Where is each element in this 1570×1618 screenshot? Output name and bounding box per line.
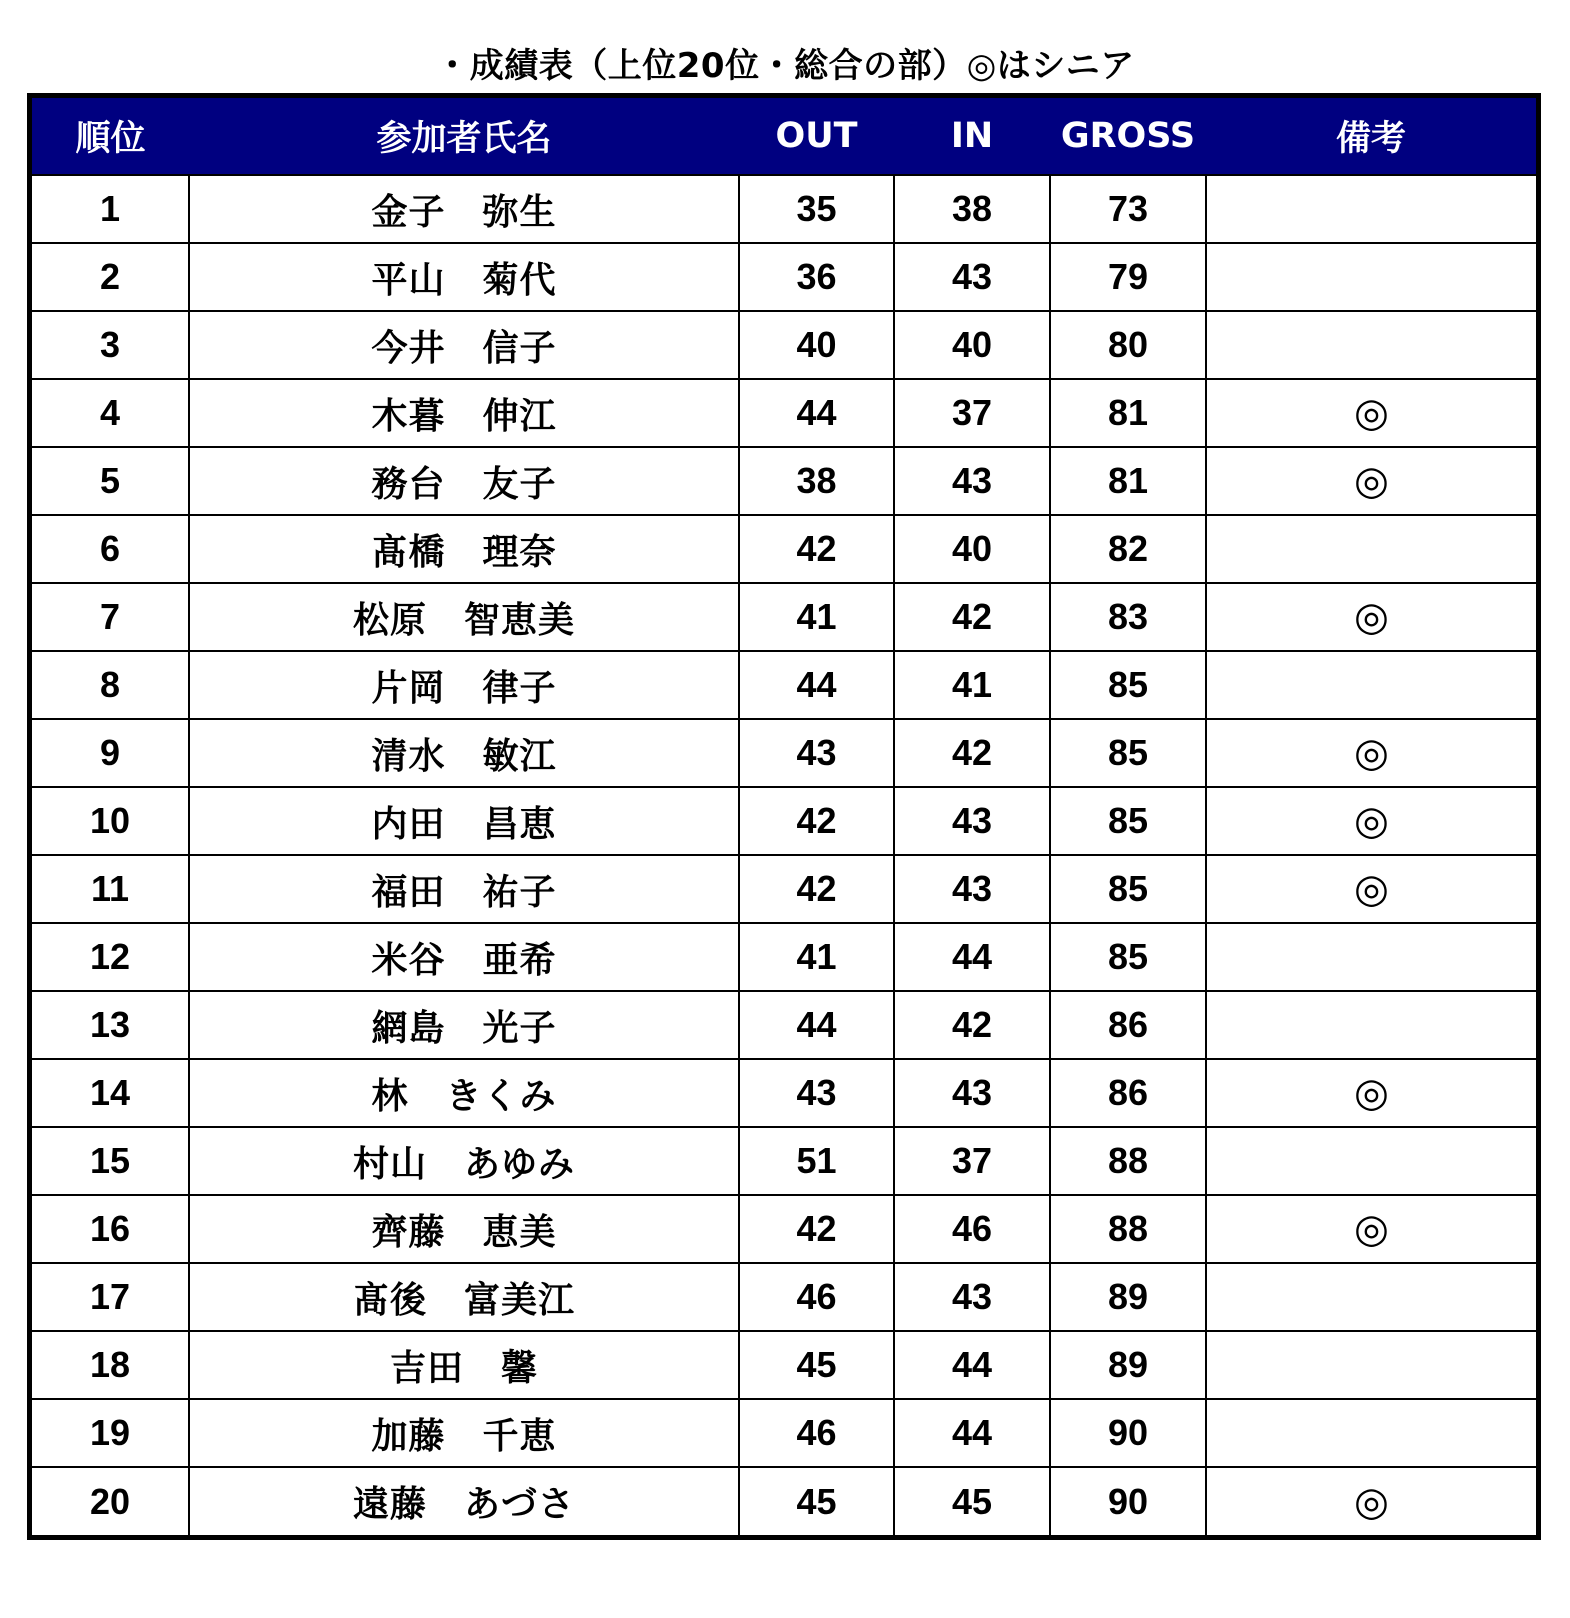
cell-out: 41: [739, 583, 894, 651]
column-header-in: IN: [894, 98, 1050, 175]
cell-name: 松原 智恵美: [189, 583, 739, 651]
senior-mark: ◎: [1206, 1059, 1536, 1127]
cell-rank: 8: [32, 651, 189, 719]
table-row: [32, 379, 1536, 447]
cell-gross: 81: [1050, 447, 1206, 515]
column-header-rank: 順位: [32, 98, 189, 175]
cell-note: [1206, 1127, 1536, 1195]
cell-gross: 90: [1050, 1467, 1206, 1535]
table-row: [32, 175, 1536, 243]
table-row: [32, 855, 1536, 923]
cell-out: 44: [739, 651, 894, 719]
table-body: [32, 175, 1536, 1535]
cell-in: 43: [894, 787, 1050, 855]
cell-gross: 73: [1050, 175, 1206, 243]
cell-out: 51: [739, 1127, 894, 1195]
cell-name: 加藤 千恵: [189, 1399, 739, 1467]
cell-rank: 17: [32, 1263, 189, 1331]
cell-name: 今井 信子: [189, 311, 739, 379]
cell-in: 46: [894, 1195, 1050, 1263]
cell-gross: 90: [1050, 1399, 1206, 1467]
cell-in: 44: [894, 1331, 1050, 1399]
column-header-out: OUT: [739, 98, 894, 175]
senior-mark: ◎: [1206, 855, 1536, 923]
column-header-gross: GROSS: [1050, 98, 1206, 175]
cell-out: 41: [739, 923, 894, 991]
cell-rank: 10: [32, 787, 189, 855]
cell-in: 42: [894, 719, 1050, 787]
senior-mark: ◎: [1206, 583, 1536, 651]
cell-gross: 85: [1050, 923, 1206, 991]
cell-name: 金子 弥生: [189, 175, 739, 243]
cell-gross: 85: [1050, 787, 1206, 855]
table-row: [32, 923, 1536, 991]
cell-gross: 85: [1050, 855, 1206, 923]
cell-gross: 89: [1050, 1331, 1206, 1399]
cell-name: 吉田 馨: [189, 1331, 739, 1399]
cell-name: 木暮 伸江: [189, 379, 739, 447]
cell-name: 平山 菊代: [189, 243, 739, 311]
cell-name: 林 きくみ: [189, 1059, 739, 1127]
table-row: [32, 1263, 1536, 1331]
cell-out: 44: [739, 379, 894, 447]
column-header-note: 備考: [1206, 98, 1536, 175]
cell-in: 45: [894, 1467, 1050, 1535]
cell-rank: 4: [32, 379, 189, 447]
table-row: [32, 243, 1536, 311]
cell-out: 44: [739, 991, 894, 1059]
table-row: [32, 1467, 1536, 1535]
cell-gross: 85: [1050, 719, 1206, 787]
cell-rank: 6: [32, 515, 189, 583]
cell-in: 38: [894, 175, 1050, 243]
cell-rank: 19: [32, 1399, 189, 1467]
cell-in: 44: [894, 923, 1050, 991]
cell-out: 42: [739, 1195, 894, 1263]
table-row: [32, 719, 1536, 787]
cell-note: [1206, 991, 1536, 1059]
cell-rank: 2: [32, 243, 189, 311]
cell-rank: 3: [32, 311, 189, 379]
cell-name: 齊藤 恵美: [189, 1195, 739, 1263]
cell-in: 37: [894, 1127, 1050, 1195]
cell-name: 網島 光子: [189, 991, 739, 1059]
cell-out: 38: [739, 447, 894, 515]
cell-rank: 1: [32, 175, 189, 243]
cell-out: 45: [739, 1331, 894, 1399]
cell-rank: 5: [32, 447, 189, 515]
cell-out: 35: [739, 175, 894, 243]
table-row: [32, 311, 1536, 379]
cell-in: 43: [894, 447, 1050, 515]
cell-out: 43: [739, 1059, 894, 1127]
cell-rank: 20: [32, 1467, 189, 1535]
table-row: [32, 1059, 1536, 1127]
cell-gross: 88: [1050, 1195, 1206, 1263]
senior-mark: ◎: [1206, 1467, 1536, 1535]
cell-in: 43: [894, 1263, 1050, 1331]
table-row: [32, 787, 1536, 855]
cell-name: 髙後 富美江: [189, 1263, 739, 1331]
cell-note: [1206, 311, 1536, 379]
cell-gross: 80: [1050, 311, 1206, 379]
results-table: [27, 93, 1541, 1540]
cell-note: [1206, 515, 1536, 583]
cell-rank: 16: [32, 1195, 189, 1263]
table-row: [32, 1127, 1536, 1195]
cell-out: 36: [739, 243, 894, 311]
cell-in: 44: [894, 1399, 1050, 1467]
cell-in: 42: [894, 583, 1050, 651]
cell-gross: 86: [1050, 1059, 1206, 1127]
cell-in: 42: [894, 991, 1050, 1059]
cell-in: 40: [894, 311, 1050, 379]
cell-out: 45: [739, 1467, 894, 1535]
cell-rank: 9: [32, 719, 189, 787]
cell-rank: 7: [32, 583, 189, 651]
cell-in: 43: [894, 243, 1050, 311]
cell-in: 41: [894, 651, 1050, 719]
cell-gross: 86: [1050, 991, 1206, 1059]
cell-gross: 79: [1050, 243, 1206, 311]
cell-in: 40: [894, 515, 1050, 583]
cell-rank: 14: [32, 1059, 189, 1127]
table-row: [32, 515, 1536, 583]
cell-gross: 82: [1050, 515, 1206, 583]
table-row: [32, 447, 1536, 515]
cell-out: 42: [739, 787, 894, 855]
cell-note: [1206, 243, 1536, 311]
cell-rank: 11: [32, 855, 189, 923]
cell-name: 内田 昌恵: [189, 787, 739, 855]
senior-mark: ◎: [1206, 379, 1536, 447]
cell-name: 遠藤 あづさ: [189, 1467, 739, 1535]
cell-in: 37: [894, 379, 1050, 447]
senior-mark: ◎: [1206, 787, 1536, 855]
cell-out: 40: [739, 311, 894, 379]
cell-in: 43: [894, 1059, 1050, 1127]
cell-gross: 88: [1050, 1127, 1206, 1195]
cell-out: 42: [739, 855, 894, 923]
cell-note: [1206, 1399, 1536, 1467]
table-row: [32, 1399, 1536, 1467]
cell-note: [1206, 1331, 1536, 1399]
table-header-row: [32, 98, 1536, 175]
cell-name: 務台 友子: [189, 447, 739, 515]
cell-note: [1206, 175, 1536, 243]
cell-gross: 83: [1050, 583, 1206, 651]
cell-name: 福田 祐子: [189, 855, 739, 923]
cell-name: 髙橋 理奈: [189, 515, 739, 583]
senior-mark: ◎: [1206, 719, 1536, 787]
table-row: [32, 1195, 1536, 1263]
cell-out: 42: [739, 515, 894, 583]
cell-rank: 12: [32, 923, 189, 991]
cell-rank: 18: [32, 1331, 189, 1399]
cell-name: 清水 敏江: [189, 719, 739, 787]
cell-gross: 81: [1050, 379, 1206, 447]
cell-out: 43: [739, 719, 894, 787]
cell-gross: 85: [1050, 651, 1206, 719]
cell-rank: 13: [32, 991, 189, 1059]
table-row: [32, 651, 1536, 719]
column-header-name: 参加者氏名: [189, 98, 739, 175]
cell-out: 46: [739, 1263, 894, 1331]
cell-in: 43: [894, 855, 1050, 923]
page-title: ・成績表（上位20位・総合の部）◎はシニア: [435, 46, 1135, 86]
senior-mark: ◎: [1206, 1195, 1536, 1263]
cell-out: 46: [739, 1399, 894, 1467]
cell-name: 村山 あゆみ: [189, 1127, 739, 1195]
table-row: [32, 1331, 1536, 1399]
table-row: [32, 991, 1536, 1059]
cell-name: 米谷 亜希: [189, 923, 739, 991]
senior-mark: ◎: [1206, 447, 1536, 515]
cell-note: [1206, 651, 1536, 719]
cell-note: [1206, 923, 1536, 991]
cell-name: 片岡 律子: [189, 651, 739, 719]
cell-rank: 15: [32, 1127, 189, 1195]
table-row: [32, 583, 1536, 651]
cell-note: [1206, 1263, 1536, 1331]
cell-gross: 89: [1050, 1263, 1206, 1331]
